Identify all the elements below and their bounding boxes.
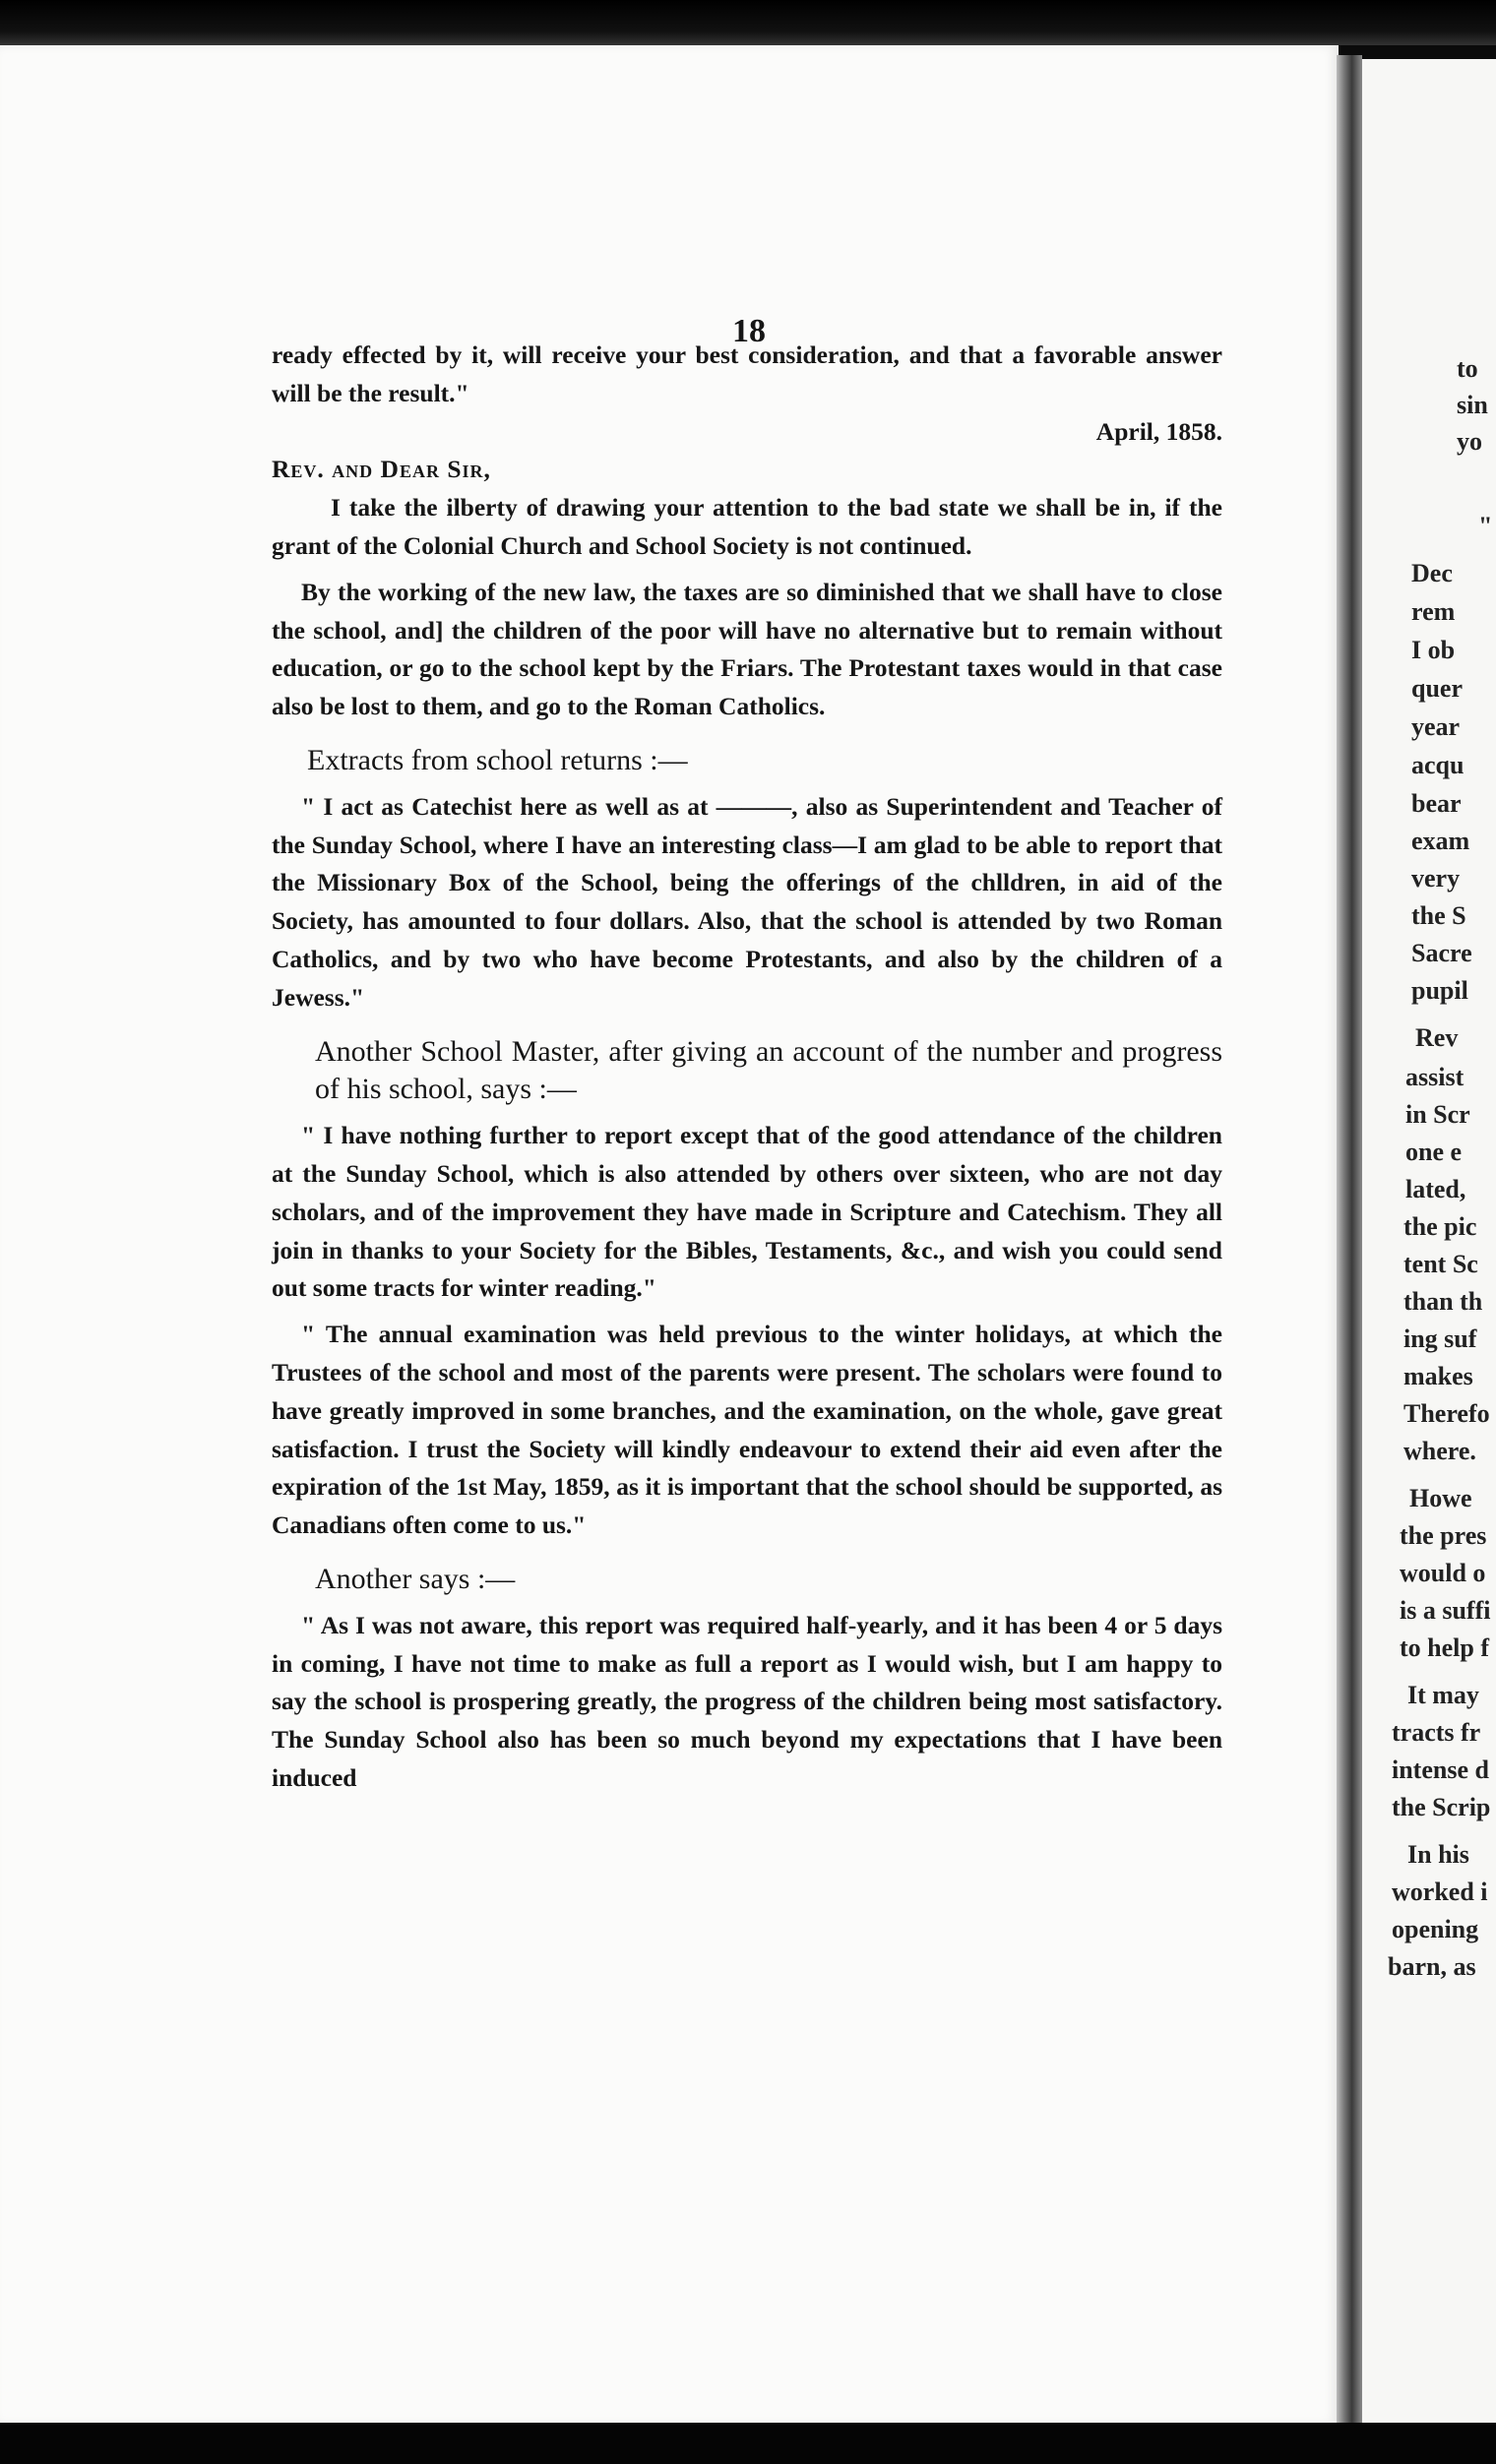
adjacent-page-line: to [1457, 354, 1478, 383]
adjacent-page-line: opening [1392, 1915, 1479, 1943]
quoted-return: " I act as Catechist here as well as at ———, also as Superintendent and Teacher of the Sunday School, where I have an interesting class—I am glad to be able to report that the Missionary Box of the School, being the offerings of the chlldren, in aid of the Society, has amounted to four dollars. Also, that the school is attended by two Roman Catholics, and by two who have become Protestants, and also by the children of a Jewess." [272, 791, 1222, 1012]
adjacent-page-line: In his [1407, 1840, 1469, 1869]
adjacent-page-line: bear [1411, 789, 1462, 818]
adjacent-page-line: barn, as [1388, 1952, 1476, 1981]
adjacent-page-line: Dec [1411, 559, 1453, 587]
adjacent-page-line: pupil [1411, 976, 1468, 1005]
scan-bottom-edge [0, 2423, 1496, 2464]
letter-salutation: Rev. and Dear Sir, [272, 455, 491, 484]
adjacent-page-line: tracts fr [1392, 1718, 1481, 1747]
adjacent-page-line: year [1411, 712, 1461, 741]
scan-top-edge [0, 0, 1496, 45]
adjacent-page-line: where. [1403, 1437, 1476, 1465]
adjacent-page-line: tent Sc [1403, 1250, 1478, 1278]
adjacent-page-line: lated, [1405, 1175, 1466, 1203]
adjacent-page-line: sin [1457, 391, 1488, 419]
adjacent-page-line: to help f [1400, 1633, 1489, 1662]
adjacent-page-line: makes [1403, 1362, 1473, 1390]
adjacent-page-line: assist [1405, 1063, 1465, 1091]
adjacent-page-line: than th [1403, 1287, 1483, 1316]
adjacent-page-line: quer [1411, 674, 1463, 703]
page-number: 18 [732, 313, 766, 349]
adjacent-page-line: in Scr [1405, 1100, 1470, 1129]
adjacent-page-line: the pic [1403, 1212, 1477, 1241]
adjacent-page-line: exam [1411, 827, 1470, 855]
quoted-return: " I have nothing further to report except that of the good attendance of the children at the Sunday School, which is also attended by others over sixteen, who are not day scholars, and of the improvement they have made in Scripture and Catechism. They all join in thanks to your Society for the Bibles, Testaments, &c., and wish you could send out some tracts for winter reading." [272, 1121, 1222, 1303]
adjacent-page-edge [1362, 59, 1496, 2425]
letter-paragraph: By the working of the new law, the taxes are so diminished that we shall have to close the school, and] the children of the poor will have no alternative but to remain without education, or go to the school kept by the Friars. The Protestant taxes would in that case also be lost to them, and go to the Roman Catholics. [272, 577, 1222, 721]
section-heading: Extracts from school returns :— [307, 743, 688, 776]
adjacent-page-line: is a suffi [1400, 1596, 1491, 1625]
letter-paragraph: I take the ilberty of drawing your attention to the bad state we shall be in, if the grant of the Colonial Church and School Society is not continued. [272, 493, 1222, 560]
adjacent-page-line: the S [1411, 901, 1466, 930]
adjacent-page-line: " [1478, 512, 1493, 540]
adjacent-page-line: would o [1400, 1559, 1486, 1587]
page-body [272, 337, 1222, 1798]
adjacent-page-line: the Scrip [1392, 1793, 1491, 1821]
section-heading: Another School Master, after giving an account of the number and progress of his school, says :— [315, 1034, 1222, 1106]
paragraph-continuation: ready effected by it, will receive your best consideration, and that a favorable answer will be the result." [272, 340, 1222, 407]
quoted-return: " As I was not aware, this report was required half-yearly, and it has been 4 or 5 days in coming, I have not time to make as full a report as I would wish, but I am happy to say the school is prospering greatly, the progress of the children being most satisfactory. The Sunday School also has been so much beyond my expectations that I have been induced [272, 1610, 1222, 1792]
book-gutter [1337, 55, 1362, 2427]
adjacent-page-line: rem [1411, 597, 1456, 626]
adjacent-page-line: It may [1407, 1681, 1479, 1709]
adjacent-page-line: Sacre [1411, 939, 1472, 967]
adjacent-page-line: I ob [1411, 636, 1456, 664]
adjacent-page-line: ing suf [1403, 1324, 1477, 1353]
adjacent-page-line: Therefo [1403, 1399, 1490, 1428]
adjacent-page-line: one e [1405, 1138, 1463, 1166]
adjacent-page-line: acqu [1411, 751, 1465, 779]
adjacent-page-line: the pres [1400, 1521, 1487, 1550]
adjacent-page-line: intense d [1392, 1756, 1489, 1784]
adjacent-page-line: Howe [1409, 1484, 1472, 1512]
adjacent-page-line: very [1411, 864, 1461, 893]
quoted-return: " The annual examination was held previous to the winter holidays, at which the Trustees of the school and most of the parents were present. The scholars were found to have greatly improved in some branches, and the examination, on the whole, gave great satisfaction. I trust the Society will kindly endeavour to extend their aid even after the expiration of the 1st May, 1859, as it is important that the school should be supported, as Canadians often come to us." [272, 1320, 1222, 1540]
section-heading: Another says :— [315, 1562, 516, 1595]
letter-date: April, 1858. [1095, 416, 1222, 446]
adjacent-page-line: yo [1457, 427, 1482, 456]
adjacent-page-line: Rev [1415, 1023, 1459, 1052]
adjacent-page-line: worked i [1392, 1878, 1488, 1906]
